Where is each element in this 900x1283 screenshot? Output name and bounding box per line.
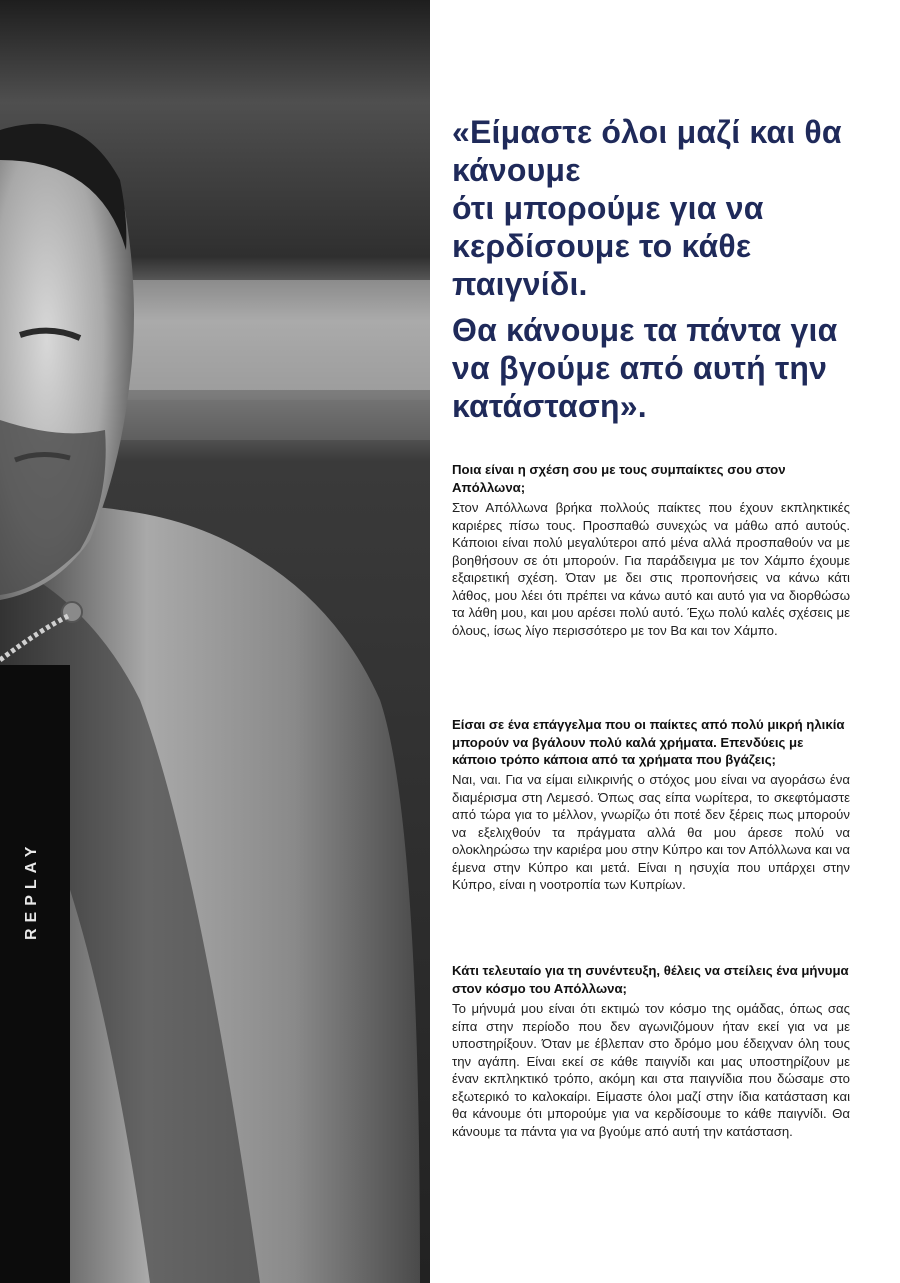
photo-illustration [0,0,430,1283]
interview-question-3: Κάτι τελευταίο για τη συνέντευξη, θέλεις να στείλεις ένα μήνυμα στον κόσμο του Απόλλωνα; [452,963,849,996]
portrait-photo [0,0,430,1283]
quote-line-3: Θα κάνουμε τα πάντα για να βγούμε από αυτή την κατάσταση». [452,312,838,424]
interview-answer-2: Ναι, ναι. Για να είμαι ειλικρινής ο στόχος μου είναι να αγοράσω ένα διαμέρισμα στη Λεμεσό. Όπως σας είπα νωρίτερα, το σκεφτόμαστε από τώρα για το μέλλον, γνωρίζω ότι ποτέ δεν ξέρεις πως μπορούν να εξελιχθούν τα πράγματα αλλά θα μου άρεσε πολύ να ολοκληρώσω την καριέρα μου στην Κύπρο και τον Απόλλωνα και να έμενα στην Κύπρο και μετά. Είναι η ησυχία που υπάρχει στην Κύπρο, είναι η νοοτροπία των Κυπρίων. [452,772,850,892]
interview-question-2: Είσαι σε ένα επάγγελμα που οι παίκτες από πολύ μικρή ηλικία μπορούν να βγάλουν πολύ καλά χρήματα. Επενδύεις με κάποιο τρόπο κάποια από τα χρήματα που βγάζεις; [452,717,845,767]
interview-question-1: Ποια είναι η σχέση σου με τους συμπαίκτες σου στον Απόλλωνα; [452,462,786,495]
interview-answer-1: Στον Απόλλωνα βρήκα πολλούς παίκτες που έχουν εκπληκτικές καριέρες πίσω τους. Προσπαθώ συνεχώς να μάθω από αυτούς. Κάποιοι είναι πολύ μεγαλύτεροι από μένα αλλά προσπαθούν να με βοηθήσουν σε ότι μπορούν. Για παράδειγμα με τον Χάμπο έχουμε εξαιρετική σχέση. Όταν με δει στις προπονήσεις να κάνω κάτι λάθος, μου λέει ότι πρέπει να κάνω αυτό και αυτό για να διορθώσω τα λάθη μου, και μου αρέσει πολύ αυτό. Έχω πολύ καλές σχέσεις με όλους, ίσως λίγο περισσότερο με τον Βα και τον Χάμπο. [452,500,850,638]
interview-answer-3: Το μήνυμά μου είναι ότι εκτιμώ τον κόσμο της ομάδας, όπως σας είπα στην περίοδο που δεν αγωνιζόμουν ήταν εκεί για να με υποστηρίξουν. Όταν με έβλεπαν στο δρόμο μου έδειχναν όλη τους την αγάπη. Είναι εκεί σε κάθε παιγνίδι και μας υποστηρίζουν με έναν εκπληκτικό τρόπο, ακόμη και στα παιγνίδια που δώσαμε στο εξωτερικό το καλοκαίρι. Είμαστε όλοι μαζί στην ίδια κατάσταση και θα κάνουμε ότι μπορούμε για να κερδίσουμε το κάθε παιγνίδι. Θα κάνουμε τα πάντα για να βγούμε από αυτή την κατάσταση. [452,1001,850,1139]
pull-quote [452,113,852,425]
quote-line-1: «Είμαστε όλοι μαζί και θα κάνουμε [452,114,842,188]
quote-line-2: ότι μπορούμε για να κερδίσουμε το κάθε παιγνίδι. [452,190,764,302]
hoodie-text: REPLAY [23,840,40,940]
